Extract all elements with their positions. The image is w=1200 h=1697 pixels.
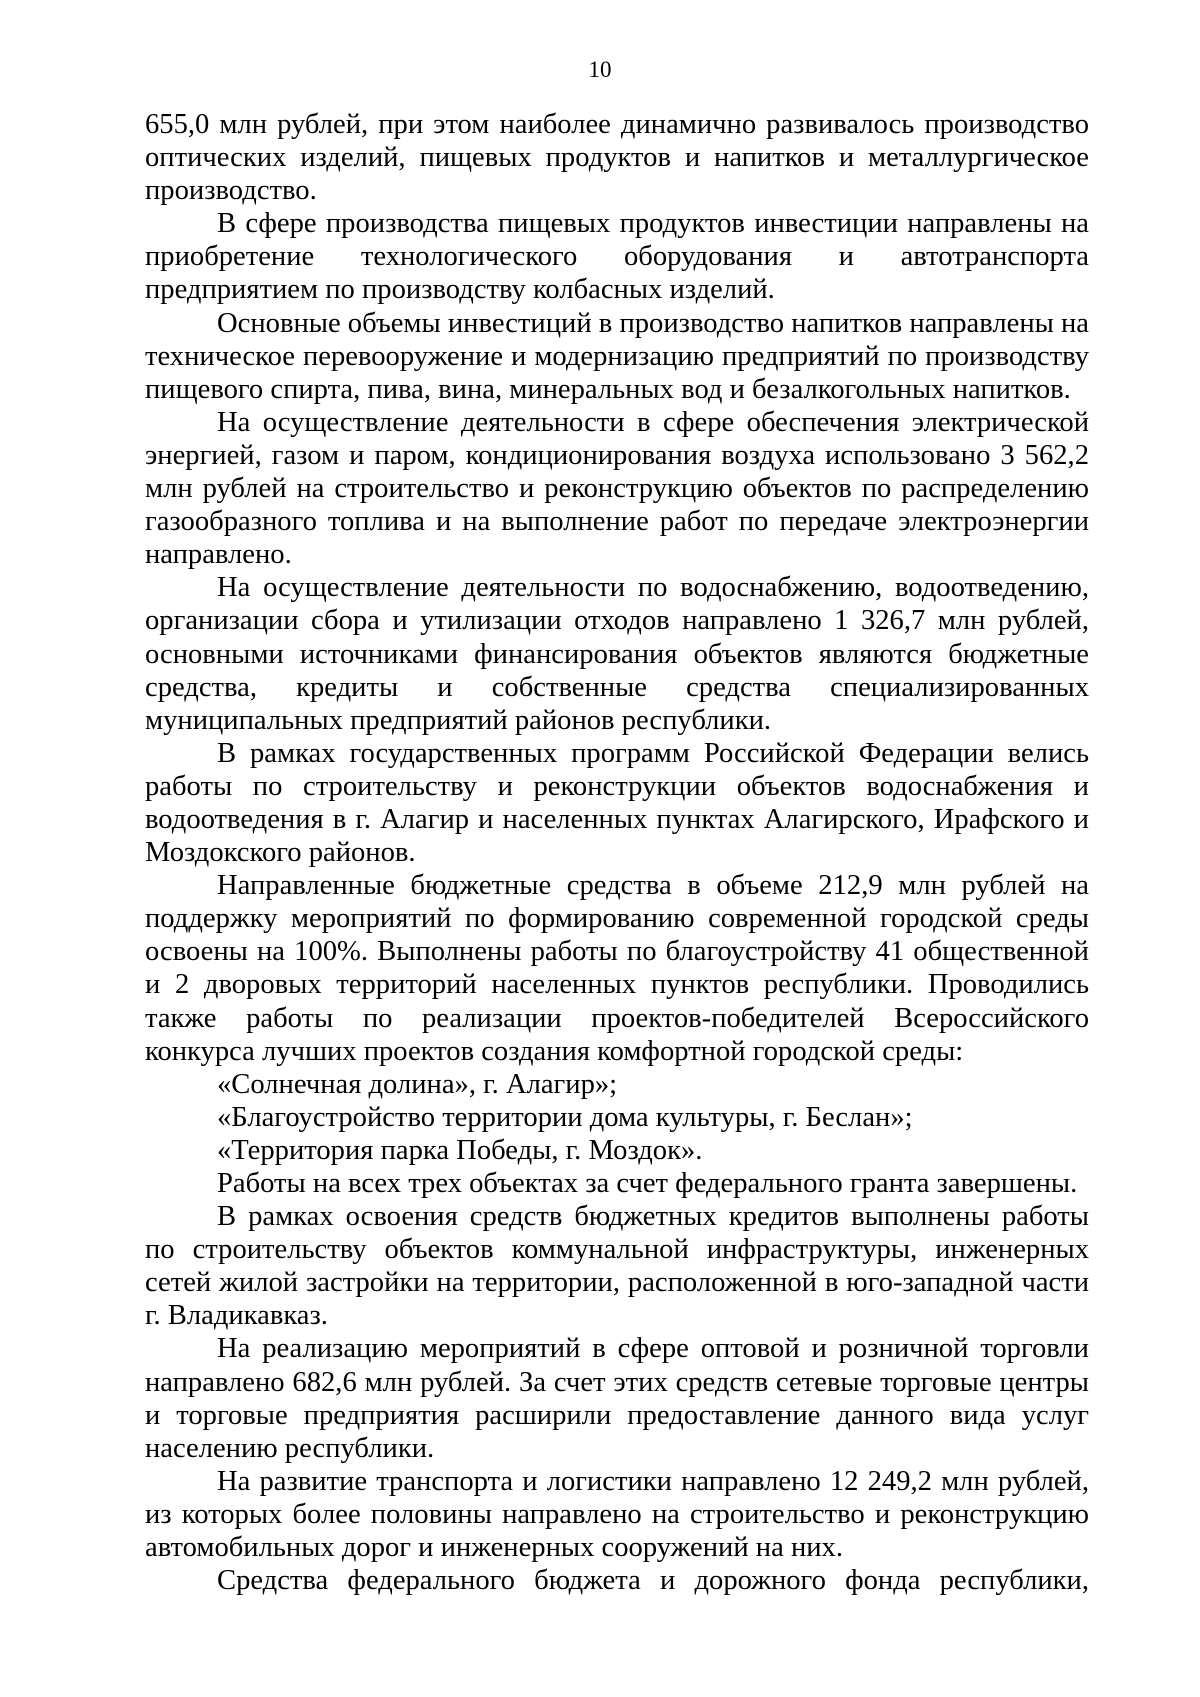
document-body [145, 108, 1089, 1597]
list-item-project-1: «Солнечная долина», г. Алагир»; [217, 1068, 618, 1100]
paragraph-urban-environment: Направленные бюджетные средства в объеме 212,9 млн рублей на поддержку мероприятий по формированию современной городской среды освоены на 100%. Выполнены работы по благоустройству 41 общественной и 2 дворовых территорий населенных пунктов республики. Проводились также работы по реализации проектов-победителей Всероссийского конкурса лучших проектов создания комфортной городской среды: [145, 870, 1089, 1067]
paragraph-trade: На реализацию мероприятий в сфере оптовой и розничной торговли направлено 682,6 млн рублей. За счет этих средств сетевые торговые центры и торговые предприятия расширили предоставление данного вида услуг населению республики. [145, 1333, 1089, 1464]
paragraph-federal-budget: Средства федерального бюджета и дорожного фонда республики, [217, 1565, 1089, 1597]
list-item-project-2: «Благоустройство территории дома культуры, г. Беслан»; [217, 1101, 913, 1133]
paragraph-grant-completed: Работы на всех трех объектах за счет федерального гранта завершены. [217, 1168, 1078, 1199]
paragraph-energy: На осуществление деятельности в сфере обеспечения электрической энергией, газом и паром, кондиционирования воздуха использовано 3 562,2 млн рублей на строительство и реконструкцию объектов по распределению газообразного топлива и на выполнение работ по передаче электроэнергии направлено. [145, 406, 1089, 571]
paragraph-beverages: Основные объемы инвестиций в производство напитков направлены на техническое перевооружение и модернизацию предприятий по производству пищевого спирта, пива, вина, минеральных вод и безалкогольных напитков. [145, 307, 1089, 405]
paragraph-state-programs: В рамках государственных программ Российской Федерации велись работы по строительству и реконструкции объектов водоснабжения и водоотведения в г. Алагир и населенных пунктах Алагирского, Ирафского и Моздокского районов. [145, 737, 1089, 869]
paragraph-transport: На развитие транспорта и логистики направлено 12 249,2 млн рублей, из которых более половины направлено на строительство и реконструкцию автомобильных дорог и инженерных сооружений на них. [145, 1465, 1089, 1564]
paragraph-food-production: В сфере производства пищевых продуктов инвестиции направлены на приобретение технологического оборудования и автотранспорта предприятием по производству колбасных изделий. [145, 208, 1089, 306]
list-item-project-3: «Территория парка Победы, г. Моздок». [217, 1134, 703, 1166]
paragraph-continuation: 655,0 млн рублей, при этом наиболее динамично развивалось производство оптических изделий, пищевых продуктов и напитков и металлургическое производство. [145, 109, 1089, 207]
page-number: 10 [588, 57, 612, 82]
paragraph-water-supply: На осуществление деятельности по водоснабжению, водоотведению, организации сбора и утилизации отходов направлено 1 326,7 млн рублей, основными источниками финансирования объектов являются бюджетные средства, кредиты и собственные средства специализированных муниципальных предприятий районов республики. [145, 572, 1089, 736]
paragraph-budget-credits: В рамках освоения средств бюджетных кредитов выполнены работы по строительству объектов коммунальной инфраструктуры, инженерных сетей жилой застройки на территории, расположенной в юго-западной части г. Владикавказ. [145, 1201, 1089, 1332]
